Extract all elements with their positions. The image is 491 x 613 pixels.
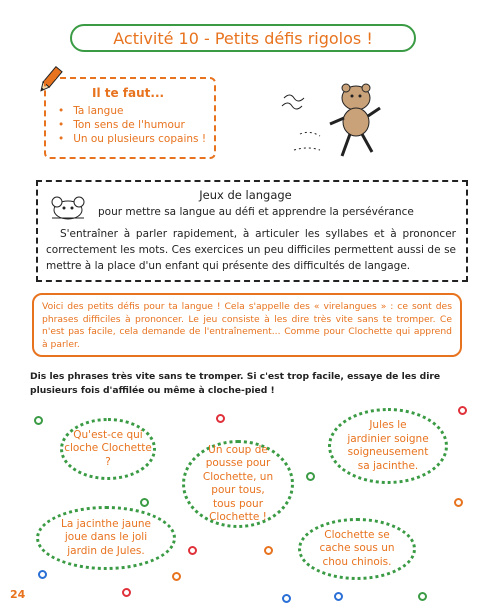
confetti-dot — [38, 570, 47, 579]
confetti-dot — [454, 498, 463, 507]
needs-list — [58, 104, 206, 146]
running-bear-illustration — [280, 76, 390, 166]
tongue-twister-bubble: Clochette se cache sous un chou chinois. — [298, 518, 416, 580]
confetti-dot — [34, 416, 43, 425]
confetti-dot — [188, 546, 197, 555]
confetti-dot — [122, 588, 131, 597]
activity-title: Activité 10 - Petits défis rigolos ! — [70, 24, 416, 52]
needs-title: Il te faut... — [92, 86, 165, 100]
confetti-dot — [140, 498, 149, 507]
language-games-text: S'entraîner à parler rapidement, à articuler les syllabes et à prononcer correctement les mots. Ces exercices un peu difficiles permettent aussi de se mettre à la place d'un enfant qui présente des difficultés de langage. — [46, 228, 456, 272]
confetti-dot — [458, 406, 467, 415]
tongue-twister-bubble: La jacinthe jaune joue dans le joli jardin de Jules. — [36, 506, 176, 570]
confetti-dot — [172, 572, 181, 581]
confetti-dot — [282, 594, 291, 603]
language-games-title: Jeux de langage — [199, 188, 292, 202]
confetti-dot — [216, 414, 225, 423]
list-item: • Un ou plusieurs copains ! — [58, 132, 206, 146]
confetti-dot — [264, 546, 273, 555]
confetti-dot — [418, 592, 427, 601]
confetti-dot — [334, 592, 343, 601]
page-number: 24 — [10, 588, 26, 601]
intro-text: Voici des petits défis pour ta langue ! Cela s'appelle des « virelangues » : ce sont des phrases difficiles à prononcer. Le jeu consiste à les dire très vite sans te tromper. Ce n'est pas facile, cela demande de l'entraînement... Comme pour Clochette qui apprend à parler. — [42, 301, 452, 350]
list-item: • Ta langue — [58, 104, 206, 118]
confetti-dot — [306, 472, 315, 481]
instruction-text: Dis les phrases très vite sans te tromper. Si c'est trop facile, essaye de les dire plusieurs fois d'affilée ou même à cloche-pied ! — [30, 371, 441, 396]
tongue-twister-bubble: Qu'est-ce qui cloche Clochette ? — [60, 418, 156, 480]
tongue-twister-bubble: Jules le jardinier soigne soigneusement sa jacinthe. — [328, 408, 448, 484]
language-games-subtitle: pour mettre sa langue au défi et apprendre la persévérance — [98, 206, 414, 218]
tongue-twister-bubble: Un coup de pousse pour Clochette, un pour tous, tous pour Clochette ! — [182, 440, 294, 528]
list-item: • Ton sens de l'humour — [58, 118, 206, 132]
